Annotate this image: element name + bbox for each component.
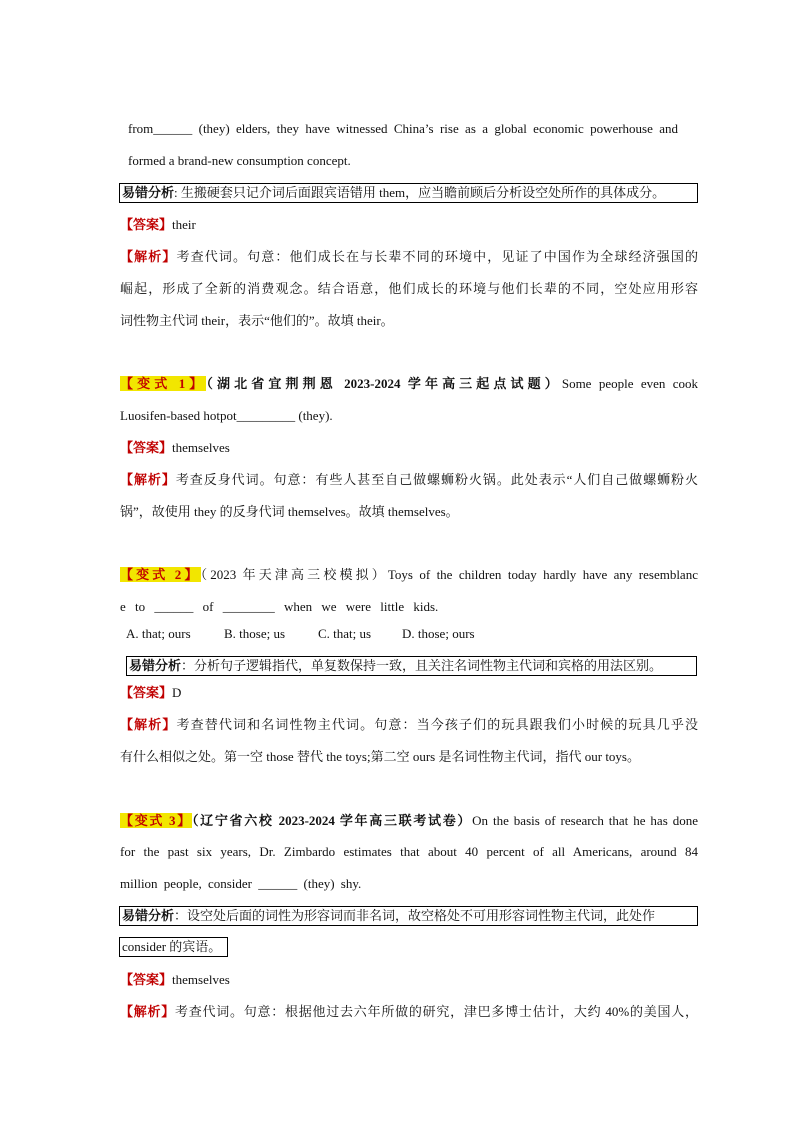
answer-tag: 【答案】 [120, 440, 173, 455]
variant-1-tag: 【变式 1】 [120, 376, 207, 391]
variant-3-source: （辽宁省六校 2023-2024 学年高三联考试卷） [191, 813, 473, 828]
variant-3-tag: 【变式 3】 [120, 813, 192, 828]
analysis-text: 考查代词。句意：根据他过去六年所做的研究，津巴多博士估计，大约 40%的美国人， [175, 1004, 698, 1019]
variant-2-tag: 【变式 2】 [120, 567, 201, 582]
error-analysis-text: : 生搬硬套只记介词后面跟宾语错用 them，应当瞻前顾后分析设空处所作的具体成分。 [174, 185, 666, 200]
error-analysis-box [119, 183, 698, 203]
error-analysis-text: ：分析句子逻辑指代，单复数保持一致，且关注名词性物主代词和宾格的用法区别。 [181, 658, 663, 673]
answer-value: D [172, 685, 182, 700]
variant-2-stem-line [120, 567, 698, 583]
error-analysis-box [119, 906, 698, 926]
answer-tag: 【答案】 [120, 972, 173, 987]
question-text-line: from______ (they) elders, they have witnessed China’s rise as a global economic powerhouse and [128, 121, 678, 136]
answer-line [120, 685, 698, 701]
option-b: B. those; us [224, 626, 286, 641]
variant-1-stem: Some people even cook [561, 376, 698, 391]
variant-2-stem: Toys of the children today hardly have any resemblanc [387, 567, 698, 582]
option-c: C. that; us [318, 626, 372, 641]
question-text-line: for the past six years, Dr. Zimbardo estimates that about 40 percent of all Americans, around 84 [120, 844, 698, 859]
error-analysis-label: 易错分析 [129, 658, 182, 673]
analysis-line: 锅”，故使用 they 的反身代词 themselves。故填 themselves。 [120, 504, 459, 519]
analysis-tag: 【解析】 [120, 472, 176, 487]
variant-3-stem-line [120, 813, 698, 829]
analysis-text: 考查代词。句意：他们成长在与长辈不同的环境中，见证了中国作为全球经济强国的 [176, 249, 698, 264]
answer-value: themselves [172, 440, 230, 455]
error-analysis-box [126, 656, 697, 676]
answer-line [120, 217, 698, 233]
analysis-line [120, 249, 698, 265]
analysis-tag: 【解析】 [120, 717, 177, 732]
error-analysis-label: 易错分析 [122, 908, 175, 923]
analysis-line: 崛起，形成了全新的消费观念。结合语意，他们成长的环境与他们长辈的不同，空处应用形容 [120, 281, 698, 296]
analysis-line: 词性物主代词 their，表示“他们的”。故填 their。 [120, 313, 394, 328]
option-a: A. that; ours [126, 626, 191, 641]
answer-line [120, 972, 698, 988]
analysis-text: 考查替代词和名词性物主代词。句意：当今孩子们的玩具跟我们小时候的玩具几乎没 [176, 717, 698, 732]
analysis-text: 考查反身代词。句意：有些人甚至自己做螺蛳粉火锅。此处表示“人们自己做螺蛳粉火 [175, 472, 698, 487]
error-analysis-box-continued: consider 的宾语。 [119, 937, 228, 957]
answer-tag: 【答案】 [120, 685, 173, 700]
analysis-line: 有什么相似之处。第一空 those 替代 the toys;第二空 ours 是名词性物主代词，指代 our toys。 [120, 749, 640, 764]
analysis-line [120, 717, 698, 733]
analysis-tag: 【解析】 [120, 1004, 176, 1019]
option-d: D. those; ours [402, 626, 475, 641]
answer-value: their [172, 217, 196, 232]
question-text-line: formed a brand-new consumption concept. [128, 153, 351, 168]
analysis-line [120, 472, 698, 488]
error-analysis-label: 易错分析 [122, 185, 175, 200]
variant-2-source: （2023 年天津高三校模拟） [200, 567, 388, 582]
question-text-line: million people, consider ______ (they) shy. [120, 876, 362, 891]
variant-1-source: （湖北省宜荆荆恩 2023-2024 学年高三起点试题） [206, 376, 562, 391]
answer-tag: 【答案】 [120, 217, 173, 232]
error-analysis-text: ：设空处后面的词性为形容词而非名词，故空格处不可用形容词性物主代词，此处作 [174, 908, 656, 923]
answer-line [120, 440, 698, 456]
analysis-line [120, 1004, 698, 1020]
analysis-tag: 【解析】 [120, 249, 177, 264]
question-text-line: Luosifen-based hotpot_________ (they). [120, 408, 333, 423]
variant-1-stem-line [120, 376, 698, 392]
question-text-line: e to ______ of ________ when we were little kids. [120, 599, 439, 614]
answer-value: themselves [172, 972, 230, 987]
variant-3-stem: On the basis of research that he has done [472, 813, 698, 828]
